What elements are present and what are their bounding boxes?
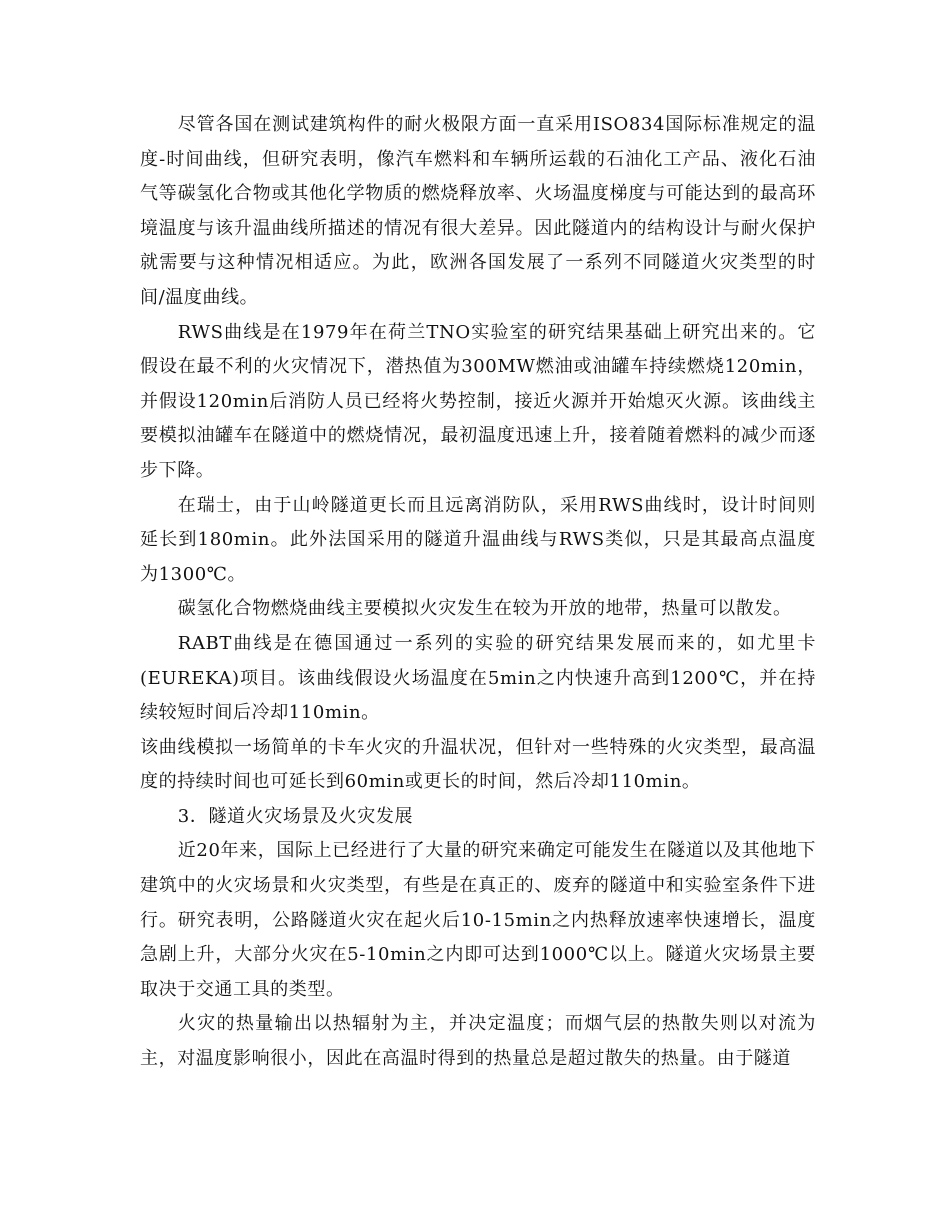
paragraph-hydrocarbon: 碳氢化合物燃烧曲线主要模拟火灾发生在较为开放的地带，热量可以散发。: [177, 598, 792, 620]
paragraph-research: 近20年来，国际上已经进行了大量的研究来确定可能发生在隧道以及其他地下建筑中的火灾场景和火灾类型，有些是在真正的、废弃的隧道中和实验室条件下进行。研究表明，公路隧道火灾在起火后10-15min之内热释放速率快速增长，温度急剧上升，大部分火灾在5-10min之内即可达到1000℃以上。隧道火灾场景主要取决于交通工具的类型。: [140, 840, 816, 1000]
paragraph-rws-curve: RWS曲线是在1979年在荷兰TNO实验室的研究结果基础上研究出来的。它假设在最不利的火灾情况下，潜热值为300MW燃油或油罐车持续燃烧120min，并假设120min后消防人员已经将火势控制，接近火源并开始熄灭火源。该曲线主要模拟油罐车在隧道中的燃烧情况，最初温度迅速上升，接着随着燃料的减少而逐步下降。: [140, 321, 816, 481]
document-body: [140, 108, 816, 1077]
section-heading: 3．隧道火灾场景及火灾发展: [177, 805, 414, 827]
paragraph-truck-fire: 该曲线模拟一场简单的卡车火灾的升温状况，但针对一些特殊的火灾类型，最高温度的持续时间也可延长到60min或更长的时间，然后冷却110min。: [140, 736, 816, 793]
paragraph-switzerland: 在瑞士，由于山岭隧道更长而且远离消防队，采用RWS曲线时，设计时间则延长到180min。此外法国采用的隧道升温曲线与RWS类似，只是其最高点温度为1300℃。: [140, 494, 816, 585]
paragraph-iso834: 尽管各国在测试建筑构件的耐火极限方面一直采用ISO834国际标准规定的温度-时间曲线，但研究表明，像汽车燃料和车辆所运载的石油化工产品、液化石油气等碳氢化合物或其他化学物质的燃烧释放率、火场温度梯度与可能达到的最高环境温度与该升温曲线所描述的情况有很大差异。因此隧道内的结构设计与耐火保护就需要与这种情况相适应。为此，欧洲各国发展了一系列不同隧道火灾类型的时间/温度曲线。: [140, 114, 816, 308]
paragraph-heat-output: 火灾的热量输出以热辐射为主，并决定温度；而烟气层的热散失则以对流为主，对温度影响很小，因此在高温时得到的热量总是超过散失的热量。由于隧道: [140, 1013, 816, 1070]
paragraph-rabt-curve: RABT曲线是在德国通过一系列的实验的研究结果发展而来的，如尤里卡(EUREKA)项目。该曲线假设火场温度在5min之内快速升高到1200℃，并在持续较短时间后冷却110min。: [140, 632, 816, 724]
